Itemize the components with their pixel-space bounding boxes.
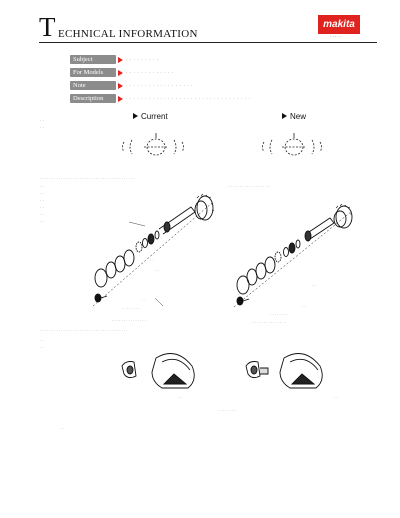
new-callout-2: · · — [302, 304, 306, 309]
for-models-label: For Models — [70, 68, 116, 77]
subject-arrow-icon — [118, 57, 123, 63]
current-callout-3: · · — [142, 298, 146, 303]
legend-line-1: · · — [40, 184, 44, 189]
subject-value: · · · · · · · · · — [126, 57, 159, 62]
section-text-line: · · · · · · · · · · · · · · · · · · · · · · · · · · · · · · · · · · · · · · — [40, 328, 128, 333]
current-label: Current — [141, 112, 168, 121]
legend-line-4: · · — [40, 205, 44, 210]
new-small-part-diagram — [258, 130, 330, 164]
current-callout-2: · · — [155, 268, 159, 273]
section-note-2: · · — [40, 345, 44, 350]
new-caption-line: · · · · · · · · · · · · · · · · · · — [228, 184, 269, 189]
header-rule — [39, 42, 377, 43]
description-value: · · · · · · · · · · · · · · · · · · · · · · · · · · · · · · · · · — [126, 96, 251, 101]
side-note-1: · · — [40, 118, 44, 123]
note-value: · · · · · · · · · · · · · · · · · · — [126, 83, 194, 88]
description-label: Description — [70, 94, 116, 103]
new-wheel-guard-diagram — [238, 348, 328, 390]
title-initial: T — [39, 12, 55, 42]
current-column-header — [133, 112, 168, 121]
bottom-caption: · · · · · · · · — [218, 408, 236, 413]
description-arrow-icon — [118, 96, 123, 102]
legend-line-3: · · — [40, 198, 44, 203]
new-callout-1: · · — [312, 283, 316, 288]
section-note-1: · · — [40, 338, 44, 343]
new-column-header — [282, 112, 306, 121]
side-note-2: · · — [40, 125, 44, 130]
new-callout-3: · · · · · · · · — [270, 312, 288, 317]
subject-label: Subject — [70, 55, 116, 64]
current-arrow-icon — [133, 113, 138, 119]
makita-logo: makita — [318, 15, 360, 34]
new-label: New — [290, 112, 307, 121]
current-wheel-guard-diagram — [118, 348, 198, 390]
for-models-value: · · · · · · · · · · · · · — [126, 70, 174, 75]
text-line-1: · · · · · · · · · · · · · · · · · · · · · · · · · · · · · · · · · · · · · · · · · — [40, 176, 135, 181]
note-arrow-icon — [118, 83, 123, 89]
current-small-part-diagram — [118, 130, 190, 164]
new-guard-callout: · · — [334, 395, 338, 400]
current-callout-4: · · · · · · · · — [122, 306, 140, 311]
new-arrow-icon — [282, 113, 287, 119]
current-guard-callout: · · — [178, 395, 182, 400]
current-exploded-view-diagram — [85, 188, 220, 318]
footer-note: · · — [60, 426, 64, 431]
note-label: Note — [70, 81, 116, 90]
document-title: ECHNICAL INFORMATION — [58, 28, 198, 40]
legend-line-6: · · — [40, 219, 44, 224]
current-caption: · · · · · · · · · · · · · · · — [112, 318, 146, 323]
logo-subtext: · · · · · — [330, 34, 342, 39]
new-exploded-view-diagram — [230, 203, 360, 313]
current-callout-1: · · — [150, 258, 154, 263]
for-models-arrow-icon — [118, 70, 123, 76]
new-caption: · · · · · · · · · · · · · · · — [252, 320, 286, 325]
legend-line-5: · · — [40, 212, 44, 217]
legend-line-2: · · — [40, 191, 44, 196]
